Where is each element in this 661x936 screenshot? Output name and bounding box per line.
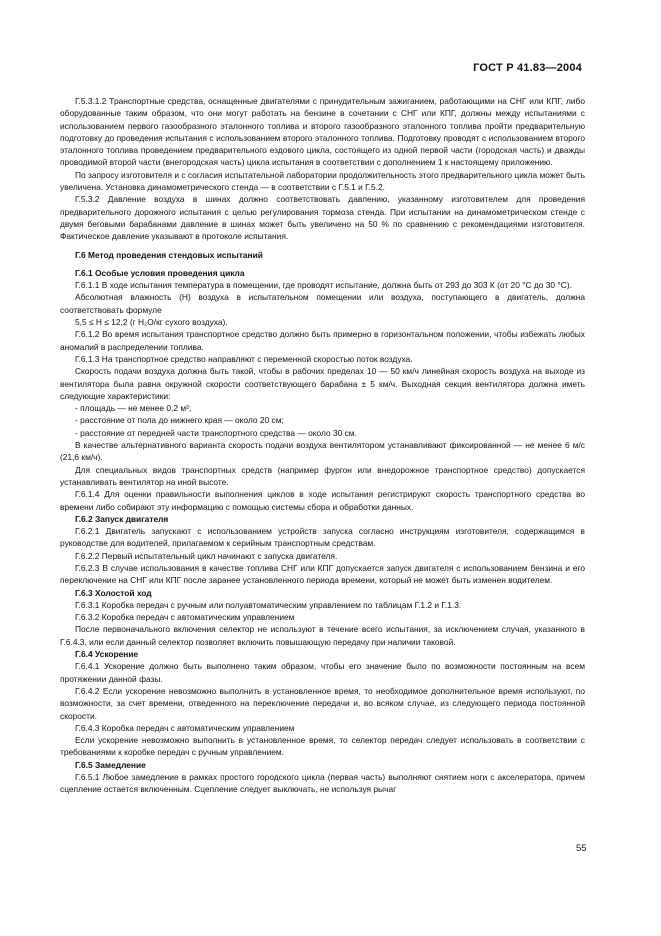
paragraph: Скорость подачи воздуха должна быть такой, чтобы в рабочих пределах 10 — 50 км/ч линейная скорость воздуха на выходе из вентилятора была равна окружной скорости соответствующего барабана ± 5 км/ч. Выходная секция вентилятора должна иметь следующие характеристики: [60, 366, 585, 401]
section-heading: Г.6.2 Запуск двигателя [75, 513, 169, 524]
paragraph: Г.6.2.3 В случае использования в качестве топлива СНГ или КПГ допускается запуск двигателя с использованием бензина и его переключение на СНГ или КПГ после заранее установленного периода времени, который не может быть изменен водителем. [60, 562, 585, 586]
paragraph: Г.6.1.2 Во время испытания транспортное средство должно быть примерно в горизонтальном положении, чтобы избежать любых аномалий в распределении топлива. [60, 329, 585, 352]
paragraph: Г.6.2.2 Первый испытательный цикл начинают с запуска двигателя. [75, 550, 338, 561]
paragraph: Г.6.2.1 Двигатель запускают с использованием устройств запуска согласно инструкциям изготовителя, содержащимся в руководстве для водителей, прилагаемом к серийным транспортным средствам. [60, 526, 585, 549]
paragraph: Г.6.3.2 Коробка передач с автоматическим управлением [75, 612, 295, 623]
page-body [60, 95, 585, 796]
section-heading: Г.6.3 Холостой ход [75, 587, 152, 598]
section-heading: Г.6.5 Замедление [75, 759, 146, 770]
paragraph: Г.6.5.1 Любое замедление в рамках простого городского цикла (первая часть) выполняют снятием ноги с акселератора, причем сцепление остается включенным. Сцепление следует выключать, не используя рычаг [60, 772, 585, 795]
paragraph: Г.5.3.2 Давление воздуха в шинах должно соответствовать давлению, указанному изготовителем для проведения предварительного дорожного испытания с целью регулирования тормоза стенда. При испытании на динамометрическом стенде с двумя беговыми барабанами давление в шинах может быть увеличено на 50 % по сравнению с рекомендациями изготовителя. Фактическое давление указывают в протоколе испытания. [60, 194, 585, 242]
paragraph: Абсолютная влажность (H) воздуха в испытательном помещении или воздуха, поступающего в двигатель, должна соответствовать формуле [60, 292, 585, 315]
paragraph: 5,5 ≤ H ≤ 12,2 (г H₂O/кг сухого воздуха). [75, 317, 228, 328]
paragraph: Г.6.4.1 Ускорение должно быть выполнено таким образом, чтобы его значение было по возможности постоянным на всем протяжении данной фазы. [60, 661, 585, 684]
paragraph: Г.6.4.2 Если ускорение невозможно выполнить в установленное время, то необходимое дополнительное время используют, по возможности, за счет времени, отведенного на переключение передачи и, во всяком случае, из следующего периода постоянной скорости. [60, 685, 585, 721]
paragraph: - площадь — не менее 0,2 м²; [75, 403, 192, 414]
section-heading: Г.6 Метод проведения стендовых испытаний [75, 249, 263, 260]
paragraph: Г.6.1.1 В ходе испытания температура в помещении, где проводят испытание, должна быть от 293 до 303 К (от 20 °С до 30 °С). [75, 280, 572, 291]
paragraph: В качестве альтернативного варианта скорость подачи воздуха вентилятором устанавливают фиксированной — не менее 6 м/с (21,6 км/ч). [60, 440, 585, 463]
section-heading: Г.6.1 Особые условия проведения цикла [75, 267, 245, 278]
paragraph: Г.5.3.1.2 Транспортные средства, оснащенные двигателями с принудительным зажиганием, работающими на СНГ или КПГ, либо оборудованные таким образом, что они могут работать на бензине в сочетании с СНГ или КПГ, должны между испытаниями с использованием первого газообразного эталонного топлива и второго газообразного эталонного топлива пройти предварительную подготовку до проведения испытания с использованием второго эталонного топлива. Подготовку проводят с использованием второго эталонного топлива проведением предварительного ездового цикла, состоящего из одной первой части (городская часть) и дважды проводимой второй части (внегородская часть) цикла испытания в соответствии с дополнением 1 к настоящему приложению. [60, 96, 585, 168]
document-code-header: ГОСТ Р 41.83—2004 [473, 62, 582, 74]
paragraph: Если ускорение невозможно выполнить в установленное время, то селектор передач следует использовать в соответствии с требованиями к коробке передач с ручным управлением. [60, 735, 585, 758]
paragraph: Г.6.1.4 Для оценки правильности выполнения циклов в ходе испытания регистрируют скорость транспортного средства во времени либо собирают эту информацию с помощью системы сбора и обработки данных. [60, 489, 585, 512]
section-heading: Г.6.4 Ускорение [75, 649, 139, 660]
paragraph: После первоначального включения селектор не используют в течение всего испытания, за исключением случая, указанного в Г.6.4.3, или если данный селектор позволяет включить повышающую передачу при наличии таковой. [60, 624, 585, 647]
page-number: 55 [576, 843, 587, 854]
paragraph: - расстояние от передней части транспортного средства — около 30 см. [75, 427, 357, 438]
paragraph: Г.6.3.1 Коробка передач с ручным или полуавтоматическим управлением по таблицам Г.1.2 и Г.1.3. [75, 599, 462, 610]
paragraph: По запросу изготовителя и с согласия испытательной лаборатории продолжительность этого предварительного цикла может быть увеличена. Установка динамометрического стенда — в соответствии с Г.5.1 и Г.5.2. [60, 169, 585, 193]
paragraph: Г.6.1.3 На транспортное средство направляют с переменной скоростью поток воздуха. [75, 353, 413, 364]
paragraph: Г.6.4.3 Коробка передач с автоматическим управлением [75, 722, 295, 733]
paragraph: Для специальных видов транспортных средств (например фургон или внедорожное транспортное средство) допускается устанавливать вентилятор на иной высоте. [60, 464, 585, 487]
paragraph: - расстояние от пола до нижнего края — около 20 см; [75, 415, 284, 426]
